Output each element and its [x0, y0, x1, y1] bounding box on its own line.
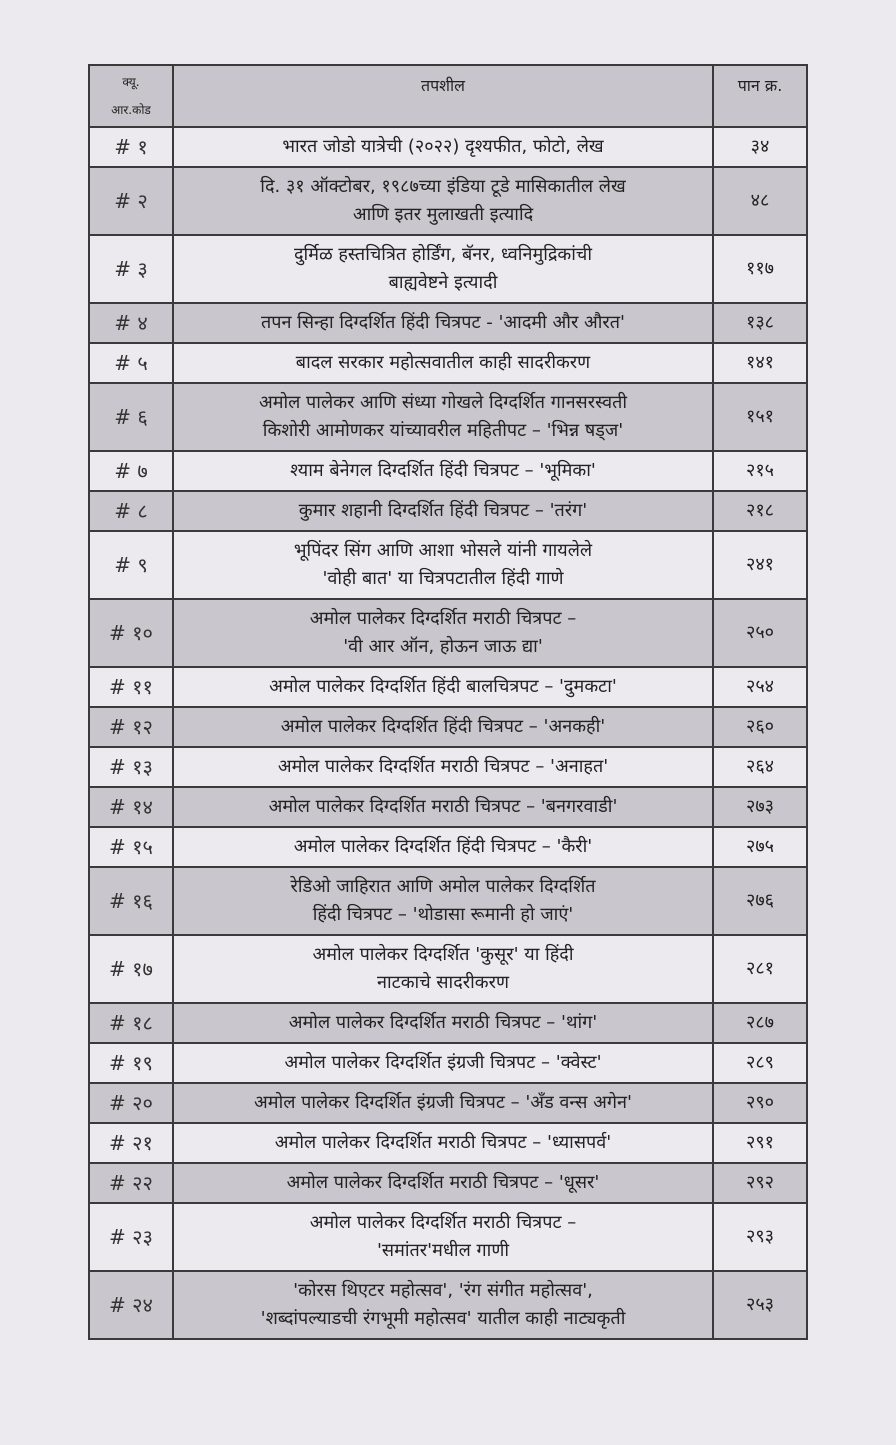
qr-code-cell: # १० [89, 599, 173, 667]
details-line: अमोल पालेकर दिग्दर्शित इंग्रजी चित्रपट – 'अँड वन्स अगेन' [254, 1092, 632, 1113]
details-cell [173, 827, 713, 867]
table-row [89, 827, 807, 867]
details-line: भारत जोडो यात्रेची (२०२२) दृश्यफीत, फोटो, लेख [282, 136, 604, 157]
qr-code-cell: # १६ [89, 867, 173, 935]
details-line: दि. ३१ ऑक्टोबर, १९८७च्या इंडिया टूडे मासिकातील लेख [260, 176, 626, 197]
details-cell [173, 451, 713, 491]
details-cell [173, 787, 713, 827]
details-line: अमोल पालेकर दिग्दर्शित 'कुसूर' या हिंदी [312, 944, 574, 965]
qr-code-cell: # २० [89, 1083, 173, 1123]
qr-code-cell: # ५ [89, 343, 173, 383]
details-cell [173, 491, 713, 531]
details-line: कुमार शहानी दिग्दर्शित हिंदी चित्रपट – 'तरंग' [298, 500, 588, 521]
qr-code-cell: # १२ [89, 707, 173, 747]
details-cell [173, 127, 713, 167]
page-number-cell: २८१ [713, 935, 807, 1003]
details-line: आणि इतर मुलाखती इत्यादि [352, 204, 534, 225]
page-number-cell: २४१ [713, 531, 807, 599]
table-row [89, 1123, 807, 1163]
qr-code-cell: # १७ [89, 935, 173, 1003]
table-row [89, 491, 807, 531]
details-cell [173, 599, 713, 667]
page-number-cell: २६० [713, 707, 807, 747]
page-number-cell: १५१ [713, 383, 807, 451]
page-number-cell: २७५ [713, 827, 807, 867]
table-row [89, 383, 807, 451]
page-number-cell: २१५ [713, 451, 807, 491]
details-cell [173, 531, 713, 599]
details-line: अमोल पालेकर दिग्दर्शित हिंदी बालचित्रपट – 'दुमकटा' [269, 676, 617, 697]
details-cell [173, 167, 713, 235]
details-cell [173, 1083, 713, 1123]
table-row [89, 935, 807, 1003]
details-line: नाटकाचे सादरीकरण [377, 972, 509, 993]
table-row [89, 1271, 807, 1339]
details-line: अमोल पालेकर दिग्दर्शित मराठी चित्रपट – 'धूसर' [286, 1172, 600, 1193]
qr-code-cell: # १ [89, 127, 173, 167]
table-row [89, 787, 807, 827]
page-number-cell: २७३ [713, 787, 807, 827]
table-row [89, 127, 807, 167]
qr-code-cell: # ३ [89, 235, 173, 303]
details-line: तपन सिन्हा दिग्दर्शित हिंदी चित्रपट - 'आदमी और औरत' [260, 312, 626, 333]
details-cell [173, 1043, 713, 1083]
table-row [89, 167, 807, 235]
table-row [89, 1043, 807, 1083]
table-row [89, 303, 807, 343]
details-line: अमोल पालेकर दिग्दर्शित हिंदी चित्रपट – 'कैरी' [293, 836, 593, 857]
details-line: श्याम बेनेगल दिग्दर्शित हिंदी चित्रपट – 'भूमिका' [290, 460, 596, 481]
page-number-cell: १३८ [713, 303, 807, 343]
page-number-cell: २५४ [713, 667, 807, 707]
details-line: अमोल पालेकर आणि संध्या गोखले दिग्दर्शित गानसरस्वती [258, 392, 628, 413]
header-page-number: पान क्र. [713, 65, 807, 127]
header-details: तपशील [173, 65, 713, 127]
details-cell [173, 747, 713, 787]
details-line: रेडिओ जाहिरात आणि अमोल पालेकर दिग्दर्शित [290, 876, 596, 897]
qr-code-cell: # २ [89, 167, 173, 235]
page-number-cell: २६४ [713, 747, 807, 787]
page-number-cell: १४१ [713, 343, 807, 383]
details-line: अमोल पालेकर दिग्दर्शित मराठी चित्रपट – 'बनगरवाडी' [268, 796, 618, 817]
page-number-cell: २१८ [713, 491, 807, 531]
details-line: दुर्मिळ हस्तचित्रित होर्डिंग, बॅनर, ध्वनिमुद्रिकांची [293, 244, 593, 265]
qr-code-cell: # २१ [89, 1123, 173, 1163]
qr-code-cell: # १५ [89, 827, 173, 867]
page-number-cell: २९० [713, 1083, 807, 1123]
details-cell [173, 303, 713, 343]
details-line: भूपिंदर सिंग आणि आशा भोसले यांनी गायलेले [293, 540, 593, 561]
page-number-cell: २५० [713, 599, 807, 667]
qr-code-cell: # ६ [89, 383, 173, 451]
table-row [89, 1163, 807, 1203]
details-line: अमोल पालेकर दिग्दर्शित इंग्रजी चित्रपट – 'क्वेस्ट' [284, 1052, 602, 1073]
details-cell [173, 935, 713, 1003]
page-number-cell: २९१ [713, 1123, 807, 1163]
details-cell [173, 1123, 713, 1163]
qr-code-cell: # ७ [89, 451, 173, 491]
table-row [89, 599, 807, 667]
details-line: बादल सरकार महोत्सवातील काही सादरीकरण [295, 352, 591, 373]
details-cell [173, 1203, 713, 1271]
table-row [89, 451, 807, 491]
details-cell [173, 1271, 713, 1339]
qr-code-cell: # २३ [89, 1203, 173, 1271]
page-number-cell: २९३ [713, 1203, 807, 1271]
details-line: अमोल पालेकर दिग्दर्शित मराठी चित्रपट – [309, 1212, 577, 1233]
details-line: 'समांतर'मधील गाणी [376, 1240, 509, 1261]
page-number-cell: ४८ [713, 167, 807, 235]
details-cell [173, 1163, 713, 1203]
details-line: बाह्यवेष्टने इत्यादी [388, 272, 498, 293]
table-row [89, 1203, 807, 1271]
details-line: अमोल पालेकर दिग्दर्शित मराठी चित्रपट – [309, 608, 577, 629]
details-cell [173, 667, 713, 707]
table-row [89, 1083, 807, 1123]
qr-code-cell: # २२ [89, 1163, 173, 1203]
page-number-cell: २८९ [713, 1043, 807, 1083]
table-row [89, 707, 807, 747]
qr-code-cell: # ८ [89, 491, 173, 531]
table-row [89, 531, 807, 599]
qr-code-cell: # १४ [89, 787, 173, 827]
details-line: 'वी आर ऑन, होऊन जाऊ द्या' [343, 636, 543, 657]
details-line: हिंदी चित्रपट – 'थोडासा रूमानी हो जाएं' [312, 904, 574, 925]
qr-code-cell: # ९ [89, 531, 173, 599]
page-number-cell: २९२ [713, 1163, 807, 1203]
table-row [89, 867, 807, 935]
details-line: 'वोही बात' या चित्रपटातील हिंदी गाणे [322, 568, 564, 589]
details-line: अमोल पालेकर दिग्दर्शित हिंदी चित्रपट – 'अनकही' [280, 716, 606, 737]
page-number-cell: २७६ [713, 867, 807, 935]
page-number-cell: ११७ [713, 235, 807, 303]
table-row [89, 667, 807, 707]
details-cell [173, 235, 713, 303]
page-number-cell: २५३ [713, 1271, 807, 1339]
details-line: 'कोरस थिएटर महोत्सव', 'रंग संगीत महोत्सव', [293, 1280, 593, 1301]
details-line: 'शब्दांपल्याडची रंगभूमी महोत्सव' यातील काही नाट्यकृती [260, 1308, 626, 1329]
details-line: अमोल पालेकर दिग्दर्शित मराठी चित्रपट – 'अनाहत' [277, 756, 609, 777]
details-line: अमोल पालेकर दिग्दर्शित मराठी चित्रपट – 'ध्यासपर्व' [274, 1132, 612, 1153]
page-number-cell: ३४ [713, 127, 807, 167]
table-row [89, 343, 807, 383]
header-qr-code-line1: क्यू. [122, 75, 140, 89]
details-line: अमोल पालेकर दिग्दर्शित मराठी चित्रपट – 'थांग' [288, 1012, 598, 1033]
qr-code-cell: # १९ [89, 1043, 173, 1083]
details-cell [173, 343, 713, 383]
table-body [89, 127, 807, 1339]
header-qr-code [89, 65, 173, 127]
qr-code-cell: # ४ [89, 303, 173, 343]
header-qr-code-line2: आर.कोड [111, 103, 151, 117]
qr-code-cell: # १८ [89, 1003, 173, 1043]
qr-code-cell: # ११ [89, 667, 173, 707]
table-row [89, 235, 807, 303]
table-row [89, 747, 807, 787]
qr-code-cell: # १३ [89, 747, 173, 787]
contents-table [88, 64, 808, 1340]
details-cell [173, 1003, 713, 1043]
table-header-row [89, 65, 807, 127]
page-number-cell: २८७ [713, 1003, 807, 1043]
details-cell [173, 707, 713, 747]
table-row [89, 1003, 807, 1043]
details-cell [173, 383, 713, 451]
details-line: किशोरी आमोणकर यांच्यावरील महितीपट – 'भिन्न षड्ज' [262, 420, 624, 441]
details-cell [173, 867, 713, 935]
qr-code-cell: # २४ [89, 1271, 173, 1339]
